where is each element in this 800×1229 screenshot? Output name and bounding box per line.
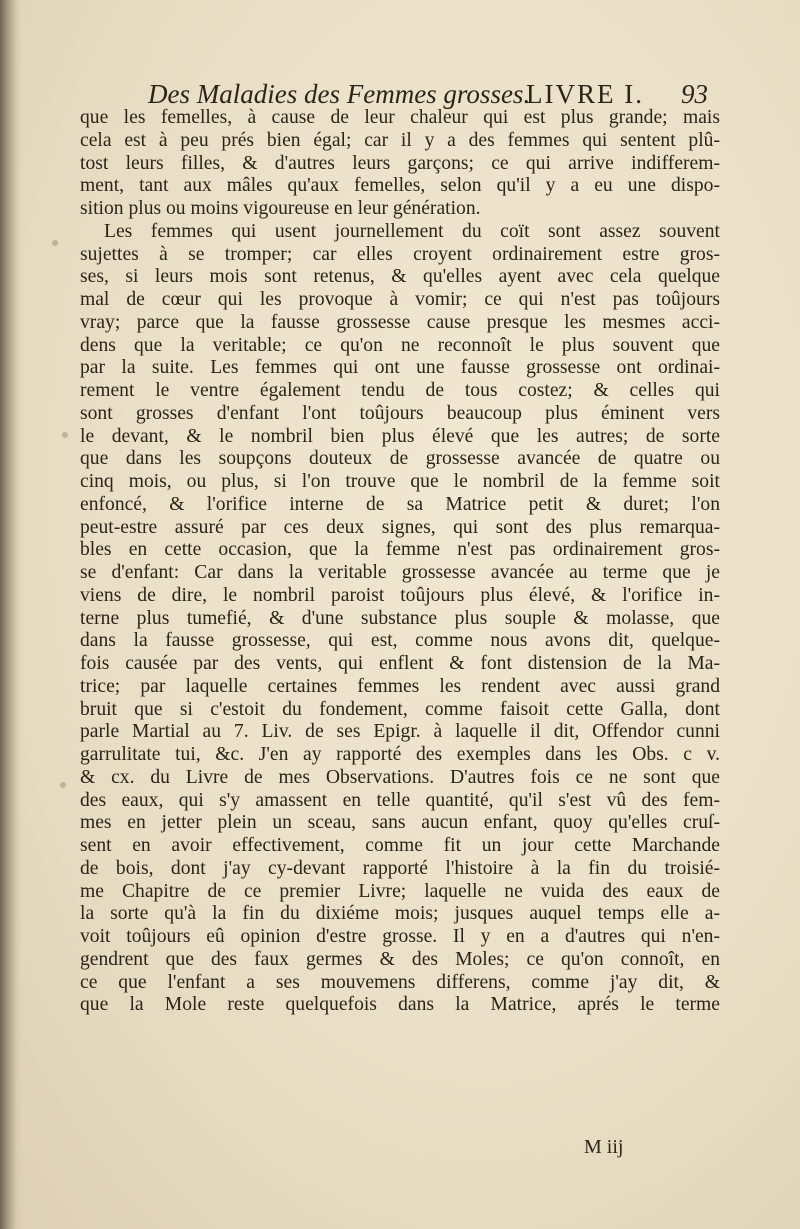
- text-line: voit toûjours eû opinion d'estre grosse. Il y en a d'autres qui n'en-: [80, 926, 720, 947]
- text-line: me Chapitre de ce premier Livre; laquelle ne vuida des eaux de: [80, 880, 720, 902]
- text-line: viens de dire, le nombril paroist toûjours plus élevé, & l'orifice in-: [80, 584, 720, 606]
- text-line: bruit que si c'estoit du fondement, comme faisoit cette Galla, dont: [80, 698, 720, 720]
- text-line: dans la fausse grossesse, qui est, comme nous avons dit, quelque-: [80, 630, 720, 652]
- text-line: de bois, dont j'ay cy-devant rapporté l'histoire à la fin du troisié-: [80, 857, 720, 879]
- text-line: tost leurs filles, & d'autres leurs garçons; ce qui arrive indifferem-: [80, 152, 720, 174]
- text-line: des eaux, qui s'y amassent en telle quantité, qu'il s'est vû des fem-: [80, 789, 720, 811]
- margin-dot: [62, 432, 68, 438]
- page-number: 93: [681, 79, 708, 109]
- page-gutter: [0, 0, 22, 1229]
- text-line: se d'enfant: Car dans la veritable grossesse avancée au terme que je: [80, 562, 720, 583]
- text-line: peut-estre assuré par ces deux signes, qui sont des plus remarqua-: [80, 516, 720, 538]
- margin-dot: [52, 240, 58, 246]
- text-line: que dans les soupçons douteux de grossesse avancée de quatre ou: [80, 448, 720, 470]
- text-line: gendrent que des faux germes & des Moles; ce qu'on connoît, en: [80, 948, 720, 970]
- signature-mark: M iij: [584, 1136, 624, 1158]
- text-line: terne plus tumefié, & d'une substance plus souple & molasse, que: [80, 607, 720, 629]
- text-line: fois causée par des vents, qui enflent & font distension de la Ma-: [80, 653, 720, 674]
- text-line: Les femmes qui usent journellement du coït sont assez souvent: [104, 220, 720, 242]
- margin-dot: [60, 782, 66, 788]
- text-line: mal de cœur qui les provoque à vomir; ce qui n'est pas toûjours: [80, 289, 720, 310]
- text-line: ment, tant aux mâles qu'aux femelles, selon qu'il y a eu une dispo-: [80, 175, 720, 197]
- running-title: Des Maladies des Femmes grosses.: [148, 79, 531, 109]
- text-line: ses, si leurs mois sont retenus, & qu'elles ayent avec cela quelque: [80, 266, 720, 288]
- text-body: [80, 107, 720, 1017]
- text-line: cela est à peu prés bien égal; car il y a des femmes qui sentent plû-: [80, 129, 720, 151]
- text-line: mes en jetter plein un sceau, sans aucun enfant, quoy qu'elles cruſ-: [80, 812, 720, 834]
- text-line: par la suite. Les femmes qui ont une fausse grossesse ont ordinai-: [80, 357, 720, 379]
- text-line: le devant, & le nombril bien plus élevé que les autres; de sorte: [80, 425, 720, 447]
- text-line: que les femelles, à cause de leur chaleur qui est plus grande; mais: [80, 107, 720, 128]
- text-line: dens que la veritable; ce qu'on ne reconnoît le plus souvent que: [80, 334, 720, 356]
- book-label: LIVRE I.: [526, 79, 644, 109]
- text-line: ce que l'enfant a ses mouvemens differens, comme j'ay dit, &: [80, 971, 720, 993]
- text-line: parle Martial au 7. Liv. de ses Epigr. à laquelle il dit, Offendor cunni: [80, 721, 720, 743]
- text-line: garrulitate tui, &c. J'en ay rapporté des exemples dans les Obs. c v.: [80, 744, 720, 765]
- text-line: sent en avoir effectivement, comme fit un jour cette Marchande: [80, 835, 720, 856]
- text-line: & cx. du Livre de mes Observations. D'autres fois ce ne sont que: [80, 766, 720, 788]
- text-line: sition plus ou moins vigoureuse en leur génération.: [80, 198, 481, 219]
- text-line: cinq mois, ou plus, si l'on trouve que le nombril de la femme soit: [80, 471, 720, 492]
- text-line: rement le ventre également tendu de tous costez; & celles qui: [80, 380, 720, 401]
- text-line: sont grosses d'enfant l'ont toûjours beaucoup plus éminent vers: [80, 402, 720, 424]
- text-line: bles en cette occasion, que la femme n'est pas ordinairement gros-: [80, 539, 720, 561]
- text-line: sujettes à se tromper; car elles croyent ordinairement estre gros-: [80, 243, 720, 265]
- text-line: trice; par laquelle certaines femmes les rendent avec aussi grand: [80, 675, 720, 697]
- text-line: enfoncé, & l'orifice interne de sa Matrice petit & duret; l'on: [80, 493, 720, 515]
- text-line: que la Mole reste quelquefois dans la Matrice, aprés le terme: [80, 994, 720, 1016]
- text-line: la sorte qu'à la fin du dixiéme mois; jusques auquel temps elle a-: [80, 903, 720, 925]
- text-line: vray; parce que la fausse grossesse cause presque les mesmes acci-: [80, 311, 720, 333]
